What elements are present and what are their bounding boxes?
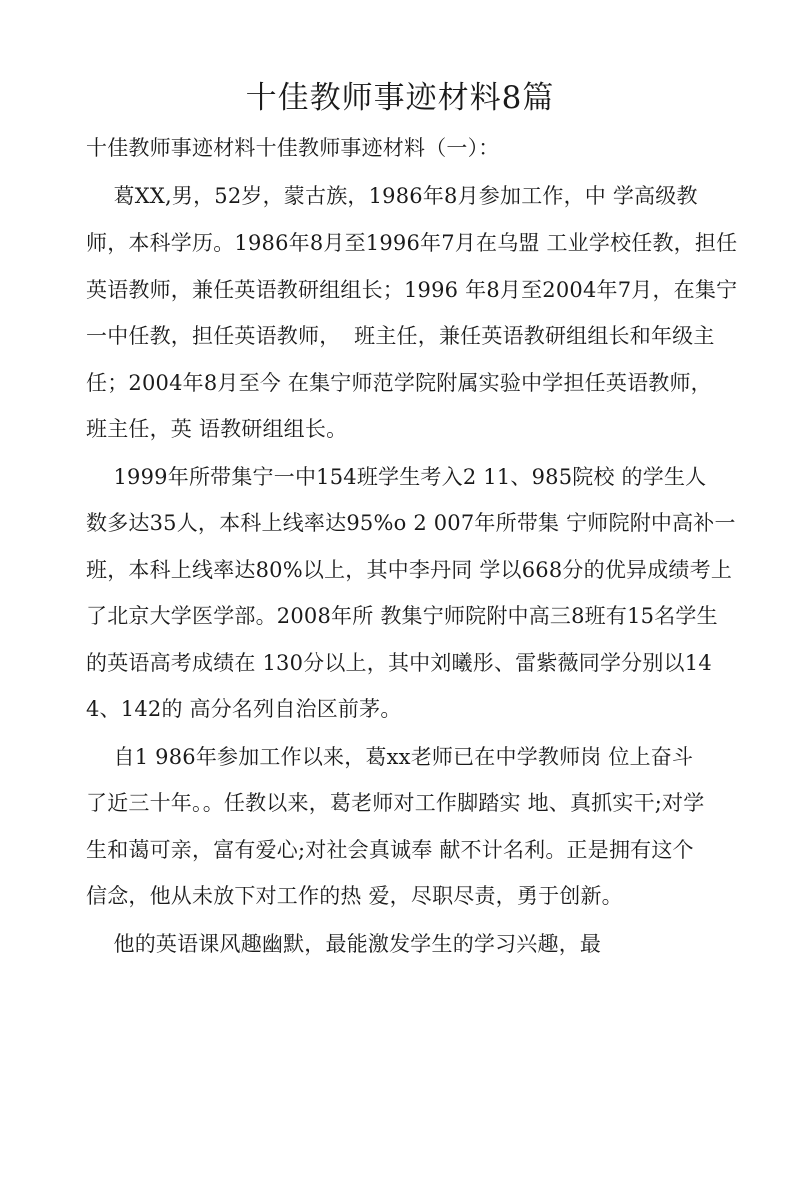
text-line: 十佳教师事迹材料十佳教师事迹材料（一）： <box>86 136 500 160</box>
text-line: 师，本科学历。1986年8月至1996年7月在乌盟 工业学校任教，担任 <box>86 231 738 255</box>
document-title: 十佳教师事迹材料8篇 <box>245 80 555 116</box>
text-line: 4、142的 高分名列自治区前茅。 <box>86 697 402 721</box>
text-line: 信念，他从未放下对工作的热 爱，尽职尽责，勇于创新。 <box>86 884 623 908</box>
text-line: 任；2004年8月至今 在集宁师范学院附属实验中学担任英语教师， <box>86 371 712 395</box>
text-line: 他的英语课风趣幽默，最能激发学生的学习兴趣，最 <box>86 932 602 956</box>
text-line: 生和蔼可亲，富有爱心;对社会真诚奉 献不计名利。正是拥有这个 <box>86 838 694 862</box>
text-line: 一中任教，担任英语教师， 班主任，兼任英语教研组组长和年级主 <box>86 324 715 348</box>
text-line: 了近三十年。。任教以来，葛老师对工作脚踏实 地、真抓实干;对学 <box>86 791 705 815</box>
text-line: 了北京大学医学部。2008年所 教集宁师院附中高三8班有15名学生 <box>86 604 718 628</box>
text-line: 英语教师，兼任英语教研组组长；1996 年8月至2004年7月，在集宁 <box>86 278 738 302</box>
text-line: 葛XX,男，52岁，蒙古族，1986年8月参加工作，中 学高级教 <box>86 184 698 208</box>
text-line: 自1 986年参加工作以来，葛xx老师已在中学教师岗 位上奋斗 <box>86 745 694 769</box>
text-line: 数多达35人，本科上线率达95%o 2 007年所带集 宁师院附中高补一 <box>86 511 736 535</box>
text-line: 班，本科上线率达80%以上，其中李丹同 学以668分的优异成绩考上 <box>86 558 733 582</box>
text-line: 的英语高考成绩在 130分以上，其中刘曦彤、雷紫薇同学分别以14 <box>86 651 712 675</box>
text-line: 班主任，英 语教研组组长。 <box>86 417 348 441</box>
text-line: 1999年所带集宁一中154班学生考入2 11、985院校 的学生人 <box>86 465 707 489</box>
